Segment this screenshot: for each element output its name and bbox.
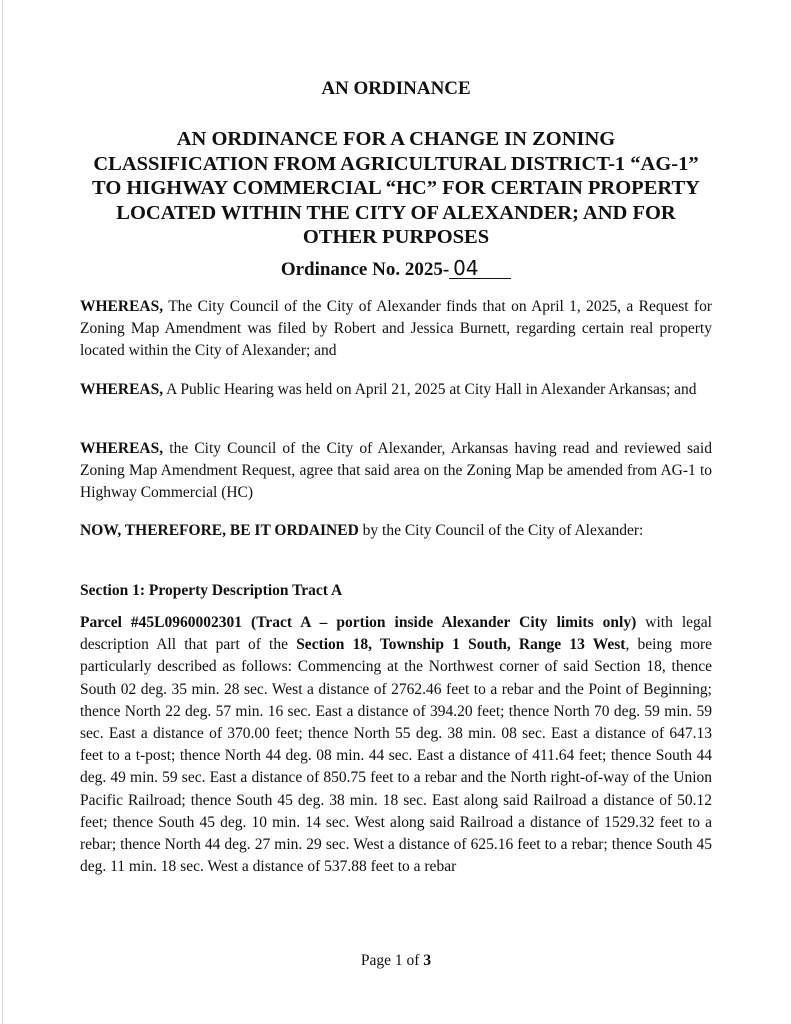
section-1-heading: Section 1: Property Description Tract A (80, 582, 343, 599)
whereas-text: A Public Hearing was held on April 21, 2025 at City Hall in Alexander Arkansas; and (163, 381, 697, 398)
heading-line: LOCATED WITHIN THE CITY OF ALEXANDER; AND FOR (116, 201, 676, 224)
heading-line: TO HIGHWAY COMMERCIAL “HC” FOR CERTAIN PROPERTY (92, 177, 700, 199)
page-number-text: Page 1 of (360, 952, 424, 969)
ordinance-heading (80, 127, 712, 250)
whereas-lead: WHEREAS, (80, 381, 164, 398)
heading-line: CLASSIFICATION FROM AGRICULTURAL DISTRICT-1 “AG-1” (93, 152, 699, 175)
whereas-lead: WHEREAS, (80, 440, 164, 457)
heading-line: AN ORDINANCE FOR A CHANGE IN ZONING (176, 128, 616, 150)
parcel-text: with legal description All that part of the (80, 614, 712, 654)
heading-line: OTHER PURPOSES (302, 226, 490, 248)
page-total: 3 (423, 952, 432, 969)
parcel-description (80, 612, 712, 878)
whereas-text: The City Council of the City of Alexander finds that on April 1, 2025, a Request for Zoning Map Amendment was filed by Robert and Jessica Burnett, regarding certain real property located within the City of Alexander; and (80, 298, 712, 360)
whereas-clause-3 (80, 438, 712, 505)
page-edge-line (2, 0, 3, 1024)
ordinance-number (80, 258, 712, 281)
ordained-clause (80, 520, 712, 542)
whereas-text: the City Council of the City of Alexander, Arkansas having read and reviewed said Zoning Map Amendment Request, agree that said area on the Zoning Map be amended from AG-1 to Highway Commercial (HC) (80, 440, 712, 502)
ordinance-number-label: Ordinance No. 2025- (280, 259, 450, 280)
page-footer (80, 952, 712, 970)
parcel-lead: Parcel #45L0960002301 (Tract A – portion inside Alexander City limits only) (80, 614, 637, 631)
whereas-clause-2 (80, 379, 712, 401)
handwritten-number: 04 (449, 258, 511, 279)
parcel-section-ref: Section 18, Township 1 South, Range 13 West (296, 636, 626, 654)
ordained-lead: NOW, THEREFORE, BE IT ORDAINED (80, 522, 359, 539)
whereas-clause-1 (80, 296, 712, 363)
document-title: AN ORDINANCE (321, 78, 471, 99)
parcel-text: , being more particularly described as follows: Commencing at the Northwest corner of said Section 18, thence South 02 deg. 35 min. 28 sec. West a distance of 2762.46 feet to a rebar and the Point of Beginning; thence North 22 deg. 57 min. 16 sec. East a distance of 394.20 feet; thence North 70 deg. 59 min. 59 sec. East a distance of 370.00 feet; thence North 55 deg. 38 min. 08 sec. East a distance of 647.13 feet to a t-post; thence North 44 deg. 08 min. 44 sec. East a distance of 411.64 feet; thence South 44 deg. 49 min. 59 sec. East a distance of 850.75 feet to a rebar and the North right-of-way of the Union Pacific Railroad; thence South 45 deg. 38 min. 18 sec. East along said Railroad a distance of 50.12 feet; thence South 45 deg. 10 min. 14 sec. West along said Railroad a distance of 1529.32 feet to a rebar; thence North 44 deg. 27 min. 29 sec. West a distance of 625.16 feet to a rebar; thence South 45 deg. 11 min. 18 sec. West a distance of 537.88 feet to a rebar (80, 636, 712, 876)
whereas-lead: WHEREAS, (80, 298, 164, 315)
ordained-text: by the City Council of the City of Alexander: (358, 522, 644, 539)
